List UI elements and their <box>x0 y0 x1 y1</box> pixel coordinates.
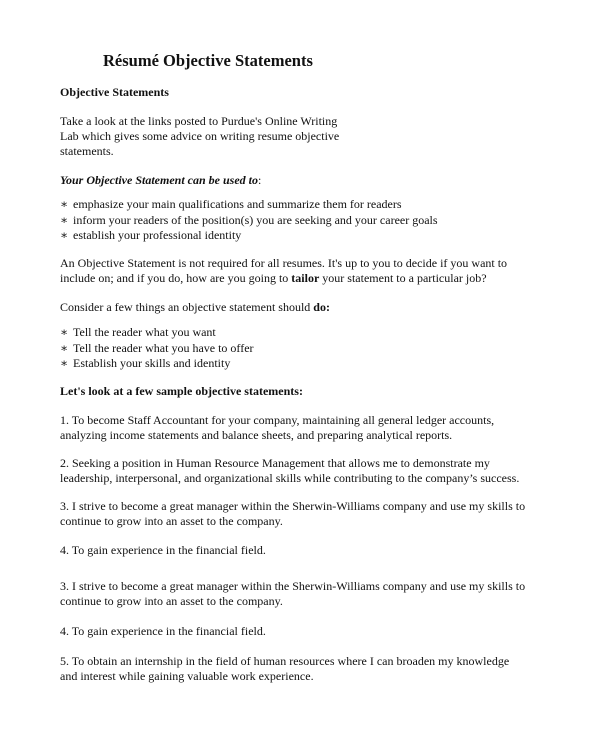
list-item-text: establish your professional identity <box>73 228 242 242</box>
uses-heading-colon: : <box>257 173 262 187</box>
uses-list <box>60 197 438 244</box>
tailor-emphasis: tailor <box>291 271 320 285</box>
sample-statement <box>60 579 525 609</box>
text-run: your statement to a particular job? <box>319 271 487 285</box>
list-item <box>60 197 438 213</box>
bullet-icon: ∗ <box>60 356 69 370</box>
page-title: Résumé Objective Statements <box>103 51 313 70</box>
sample-line: and interest while gaining valuable work experience. <box>60 669 314 683</box>
sample-line: 3. I strive to become a great manager within the Sherwin-Williams company and use my skills to <box>60 499 526 513</box>
list-item-text: Tell the reader what you want <box>73 325 216 339</box>
bullet-icon: ∗ <box>60 197 69 211</box>
sample-line: 3. I strive to become a great manager within the Sherwin-Williams company and use my skills to <box>60 579 526 593</box>
sample-statement <box>60 624 266 639</box>
text-run: include on; and if you do, how are you going to <box>60 271 292 285</box>
intro-line: Take a look at the links posted to Purdue's Online Writing <box>60 114 338 128</box>
uses-heading <box>60 173 261 188</box>
text-run: Consider a few things an objective statement should <box>60 300 314 314</box>
paragraph-line: An Objective Statement is not required for all resumes. It's up to you to decide if you want to <box>60 256 508 270</box>
sample-statement <box>60 413 494 443</box>
list-item-text: Establish your skills and identity <box>73 356 231 370</box>
intro-line: statements. <box>60 144 114 158</box>
sample-line: 4. To gain experience in the financial field. <box>60 624 266 638</box>
list-item <box>60 356 254 372</box>
sample-line: continue to grow into an asset to the company. <box>60 514 283 528</box>
sample-line: 2. Seeking a position in Human Resource Management that allows me to demonstrate my <box>60 456 490 470</box>
sample-statement <box>60 499 525 529</box>
uses-heading-text: Your Objective Statement can be used to <box>60 173 258 187</box>
sample-line: 4. To gain experience in the financial field. <box>60 543 266 557</box>
intro-line: Lab which gives some advice on writing resume objective <box>60 129 340 143</box>
bullet-icon: ∗ <box>60 228 69 242</box>
intro-paragraph <box>60 114 339 159</box>
list-item-text: inform your readers of the position(s) you are seeking and your career goals <box>73 212 438 227</box>
samples-heading: Let's look at a few sample objective statements: <box>60 384 303 398</box>
dos-list <box>60 325 254 372</box>
list-item-text: emphasize your main qualifications and summarize them for readers <box>73 197 402 211</box>
sample-line: analyzing income statements and balance sheets, and preparing analytical reports. <box>60 428 453 442</box>
list-item <box>60 341 254 357</box>
sample-line: 1. To become Staff Accountant for your company, maintaining all general ledger accounts, <box>60 413 495 427</box>
bullet-icon: ∗ <box>60 325 69 339</box>
consider-paragraph <box>60 300 330 315</box>
tailor-paragraph <box>60 256 507 286</box>
list-item <box>60 325 254 341</box>
sample-statement <box>60 456 519 486</box>
list-item <box>60 228 438 244</box>
list-item <box>60 213 438 229</box>
list-item-text: Tell the reader what you have to offer <box>73 340 254 355</box>
sample-line: continue to grow into an asset to the company. <box>60 594 283 608</box>
sample-line: leadership, interpersonal, and organizational skills while contributing to the company’s success. <box>60 471 520 485</box>
sample-line: 5. To obtain an internship in the field of human resources where I can broaden my knowledge <box>60 654 510 668</box>
paragraph-line <box>60 271 507 286</box>
do-emphasis: do: <box>313 300 330 314</box>
sample-statement <box>60 543 266 558</box>
section-heading: Objective Statements <box>60 85 169 99</box>
bullet-icon: ∗ <box>60 212 69 227</box>
sample-statement <box>60 654 509 684</box>
bullet-icon: ∗ <box>60 340 69 355</box>
